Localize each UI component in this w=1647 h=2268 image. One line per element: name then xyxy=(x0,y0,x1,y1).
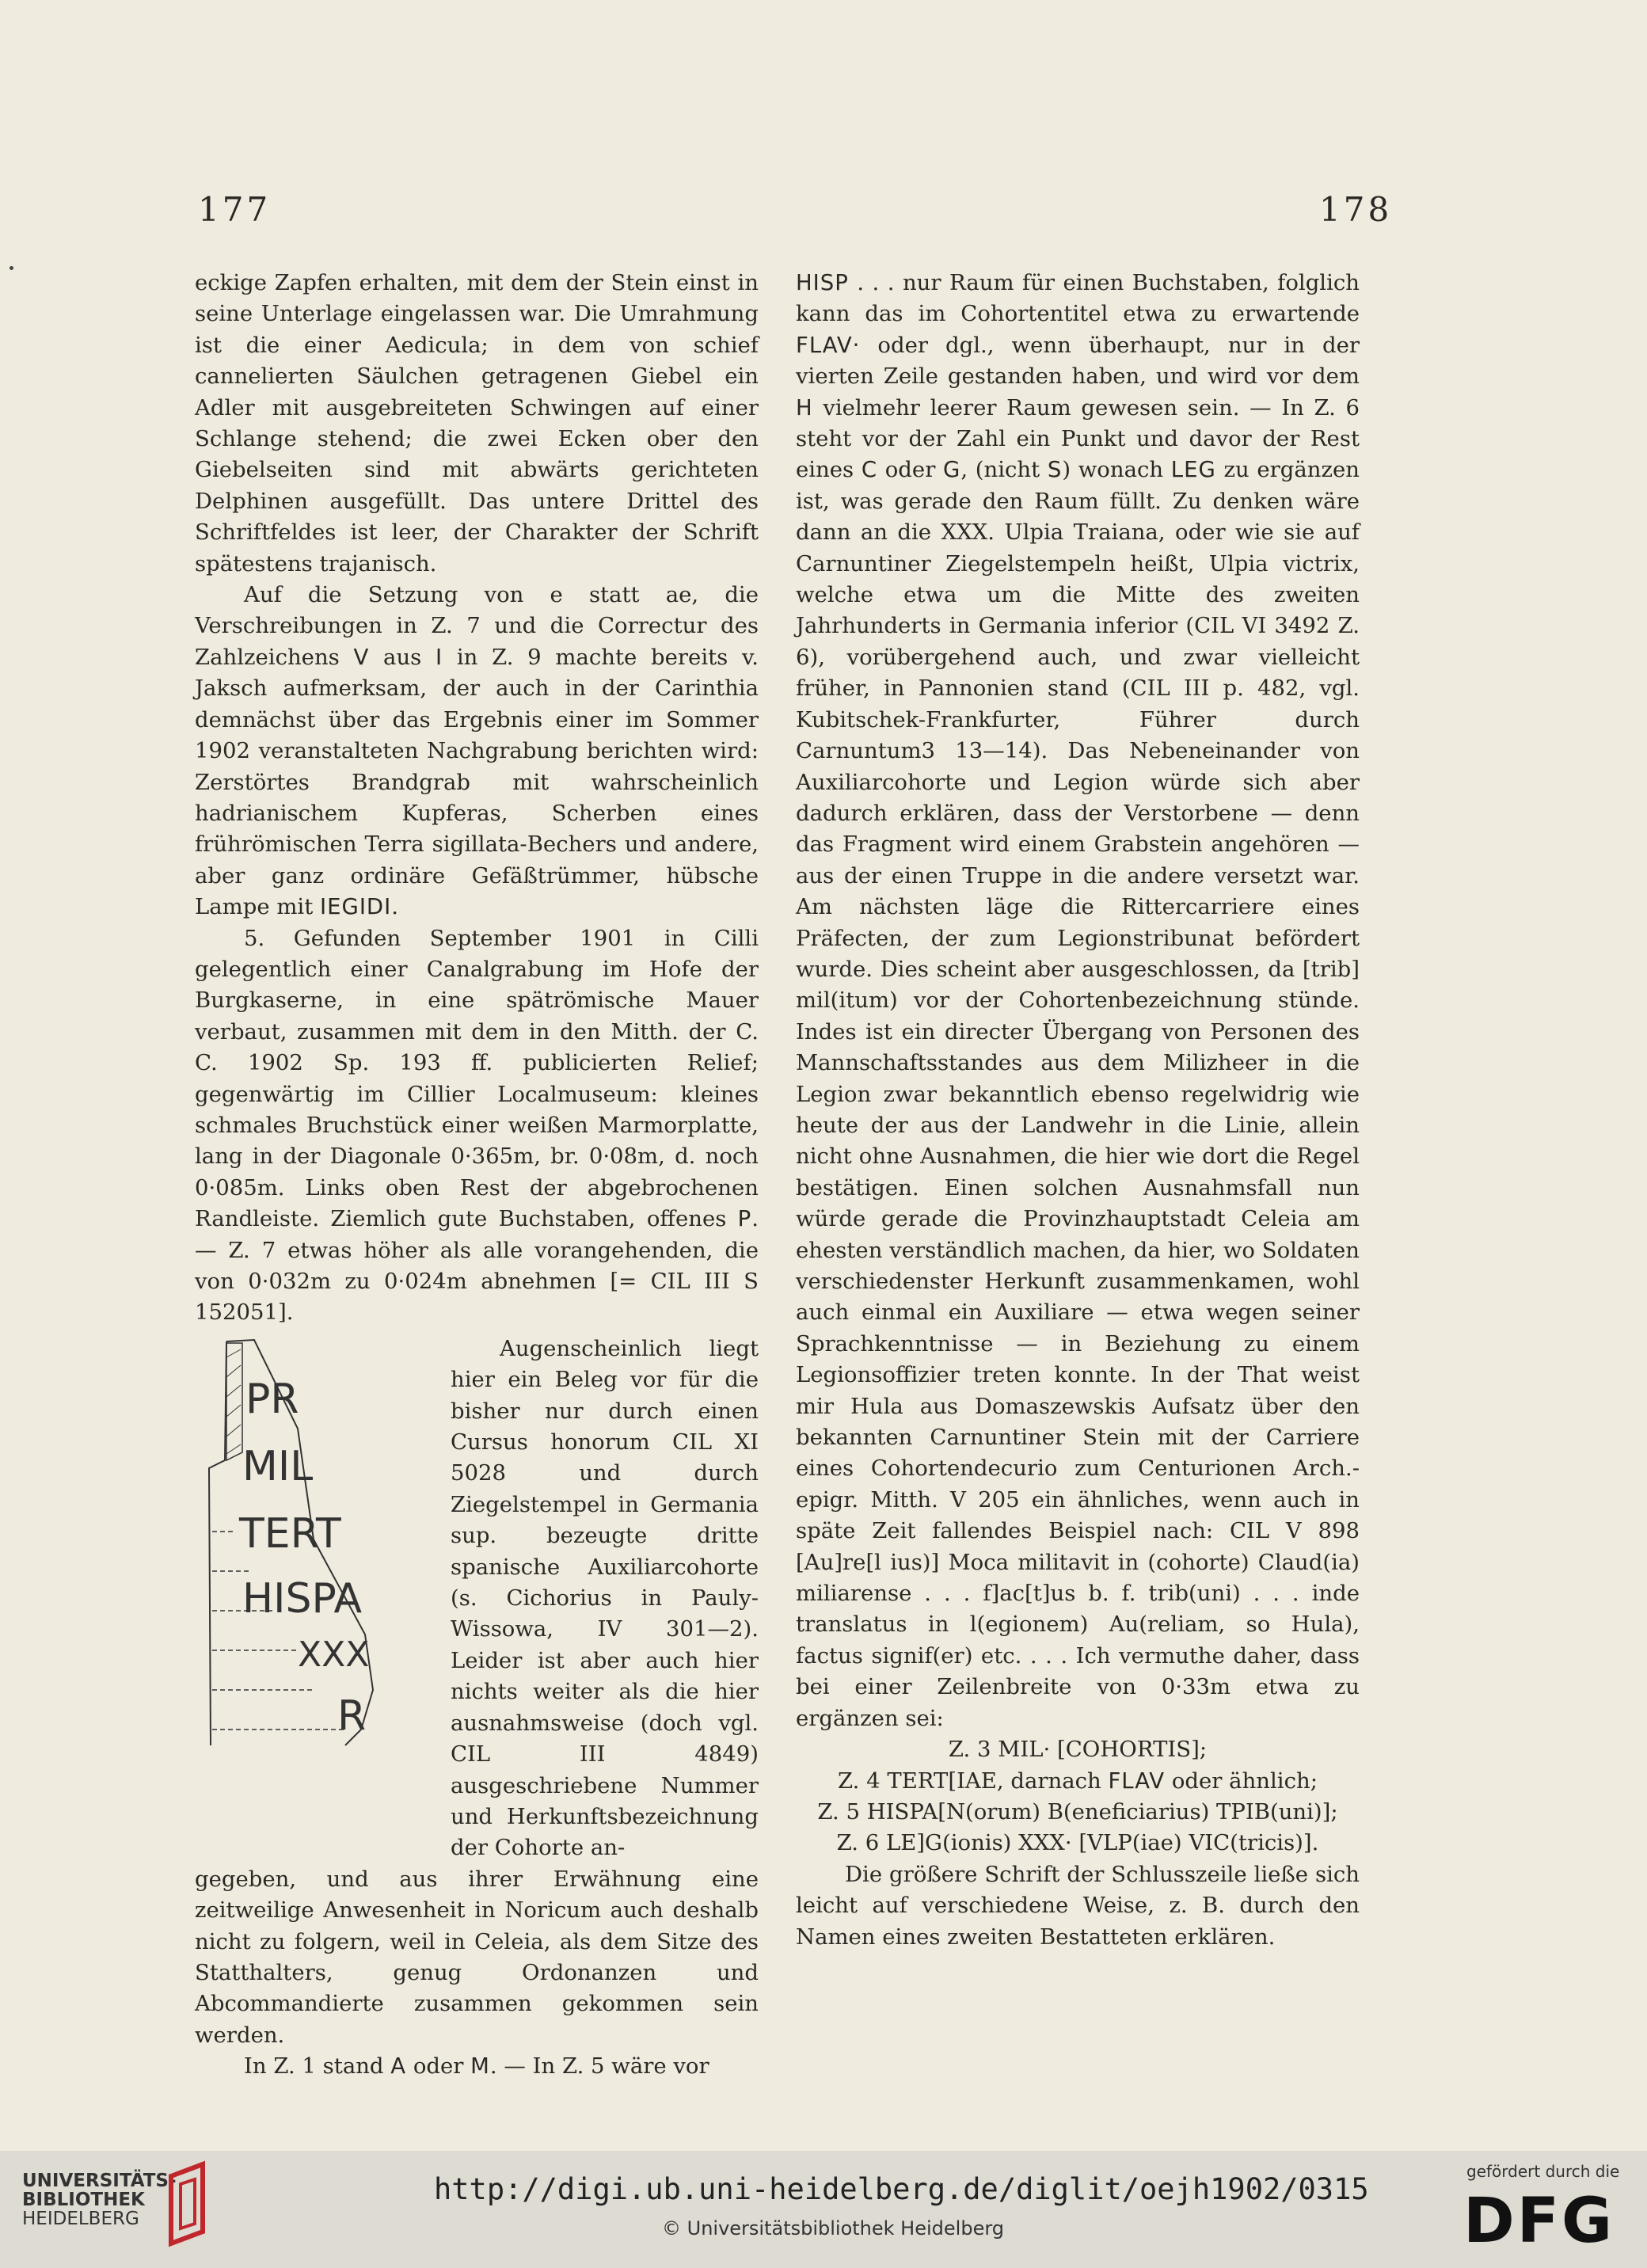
left-paragraph-3: 5. Gefunden September 1901 in Cilli gelegentlich einer Canalgrabung im Hofe der Burgkaserne, in eine spätrömische Mauer verbaut, zusammen mit dem in den Mitth. der C. C. 1902 Sp. 193 ff. publicierten Relief; gegenwärtig im Cillier Localmuseum: kleines schmales Bruchstück einer weißen Marmorplatte, lang in der Diagonale 0·365m, br. 0·08m, d. noch 0·085m. Links oben Rest der abgebrochenen Randleiste. Ziemlich gute Buchstaben, offenes P. — Z. 7 etwas höher als alle vorangehenden, die von 0·032m zu 0·024m abnehmen [= CIL III S 152051]. xyxy=(195,925,759,1326)
footer-bar xyxy=(0,2151,1647,2268)
left-paragraph-2: Auf die Setzung von e statt ae, die Verschreibungen in Z. 7 und die Correctur des Zahlzeichens V aus I in Z. 9 machte bereits v. Jaksch aufmerksam, der auch in der Carinthia demnächst über das Ergebnis einer im Sommer 1902 veranstalteten Nachgrabung berichten wird: Zerstörtes Brandgrab mit wahrscheinlich hadrianischem Kupferas, Scherben eines frührömischen Terra sigillata-Bechers und andere, aber ganz ordinäre Gefäßtrümmer, hübsche Lampe mit IEGIDI. xyxy=(195,582,759,920)
left-column xyxy=(195,268,759,2083)
restoration-line-3: Z. 3 MIL· [COHORTIS]; xyxy=(948,1737,1208,1763)
insc-line-2: MIL xyxy=(242,1442,314,1490)
library-logo-icon xyxy=(155,2160,219,2247)
right-paragraph-1: HISP . . . nur Raum für einen Buchstaben, folglich kann das im Cohortentitel etwa zu erwartende FLAV· oder dgl., wenn überhaupt, nur in der vierten Zeile gestanden haben, und wird vor dem H vielmehr leerer Raum gewesen sein. — In Z. 6 steht vor der Zahl ein Punkt und davor der Rest eines C oder G, (nicht S) wonach LEG zu ergänzen ist, was gerade den Raum füllt. Zu denken wäre dann an die XXX. Ulpia Traiana, oder wie sie auf Carnuntiner Ziegelstempeln heißt, Ulpia victrix, welche etwa um die Mitte des zweiten Jahrhunderts in Germania inferior (CIL VI 3492 Z. 6), vorübergehend auch, und zwar vielleicht früher, in Pannonien stand (CIL III p. 482, vgl. Kubitschek-Frankfurter, Führer durch Carnuntum3 13—14). Das Nebeneinander von Auxiliarcohorte und Legion würde sich aber dadurch erklären, dass der Verstorbene — denn das Fragment wird einem Grabstein angehören — aus der einen Truppe in die andere versetzt war. Am nächsten läge die Rittercarriere eines Präfecten, der zum Legionstribunat befördert wurde. Dies scheint aber ausgeschlossen, da [trib] mil(itum) vor der Cohortenbezeichnung stünde. Indes ist ein directer Übergang von Personen des Mannschaftsstandes aus dem Milizheer in die Legion zwar bekanntlich ebenso regelwidrig wie heute der aus der Landwehr in die Linie, allein nicht ohne Ausnahmen, die hier wie dort die Regel bestätigen. Einen solchen Ausnahmsfall nun würde gerade die Provinzhauptstadt Celeia am ehesten verständlich machen, da hier, wo Soldaten verschiedenster Herkunft zusammenkamen, wohl auch einmal ein Auxiliare — etwa wegen seiner Sprachkenntnisse — in Beziehung zu einem Legionsoffizier treten konnte. In der That weist mir Hula aus Domaszewskis Aufsatz über den bekannten Carnuntiner Stein mit der Carriere eines Cohortendecurio zum Centurionen Arch.-epigr. Mitth. V 205 ein ähnliches, wenn auch in späte Zeit fallendes Beispiel nach: CIL V 898 [Au]re[l ius)] Moca militavit in (cohorte) Claud(ia) miliarense . . . f]ac[t]us b. f. trib(uni) . . . inde translatus in l(egionem) Au(reliam, so Hula), factus signif(er) etc. . . . Ich vermuthe daher, dass bei einer Zeilenbreite von 0·33m etwa zu ergänzen sei: xyxy=(796,270,1360,1731)
left-paragraph-1: eckige Zapfen erhalten, mit dem der Stein einst in seine Unterlage eingelassen war. Die Umrahmung ist die einer Aedicula; in dem von schief cannelierten Säulchen getragenen Giebel ein Adler mit ausgebreiteten Schwingen auf einer Schlange stehend; die zwei Ecken ober den Giebelseiten sind mit abwärts gerichteten Delphinen ausgefüllt. Das untere Drittel des Schriftfeldes ist leer, der Charakter der Schrift spätestens trajanisch. xyxy=(195,270,759,577)
left-paragraph-5: In Z. 1 stand A oder M. — In Z. 5 wäre vor xyxy=(244,2053,709,2080)
insc-line-4: HISPA xyxy=(242,1574,363,1623)
inscription-block xyxy=(195,1334,759,1864)
right-paragraph-last: Die größere Schrift der Schlusszeile ließe sich leicht auf verschiedene Weise, z. B. durch den Namen eines zweiten Bestatteten erklären. xyxy=(796,1861,1360,1950)
right-column xyxy=(796,268,1360,1953)
scan-mark xyxy=(10,266,13,270)
left-paragraph-4: Augenscheinlich liegt hier ein Beleg vor für die bisher nur durch einen Cursus honorum CIL XI 5028 und durch Ziegelstempel in Germania sup. bezeugte dritte spanische Auxiliarcohorte (s. Cichorius in Pauly-Wissowa, IV 301—2). Leider ist aber auch hier nichts weiter als die hier ausnahmsweise (doch vgl. CIL III 4849) ausgeschriebene Nummer und Herkunftsbezeichnung der Cohorte an- xyxy=(451,1335,759,1861)
permalink-url[interactable]: http://digi.ub.uni-heidelberg.de/diglit/oejh1902/0315 xyxy=(434,2172,1369,2206)
insc-line-6: R xyxy=(337,1691,367,1740)
funding-label: gefördert durch die xyxy=(1466,2162,1620,2181)
insc-line-3: TERT xyxy=(239,1509,341,1558)
copyright-notice: © Universitätsbibliothek Heidelberg xyxy=(662,2217,1005,2239)
dfg-logo: DFG xyxy=(1463,2186,1615,2257)
restoration-line-4: Z. 4 TERT[IAE, darnach FLAV oder ähnlich; xyxy=(838,1768,1318,1794)
insc-line-1: PR xyxy=(245,1375,299,1423)
library-name: UNIVERSITÄTS- BIBLIOTHEK HEIDELBERG xyxy=(22,2171,177,2229)
page-number-left: 177 xyxy=(198,190,272,229)
left-paragraph-4-cont: gegeben, und aus ihrer Erwähnung eine zeitweilige Anwesenheit in Noricum auch deshalb nicht zu folgern, weil in Celeia, als dem Sitze des Statthalters, genug Ordonanzen und Abcommandierte zusammen gekommen sein werden. xyxy=(195,1866,759,2048)
page-number-right: 178 xyxy=(1319,190,1393,229)
restoration-line-6: Z. 6 LE]G(ionis) XXX· [VLP(iae) VIC(tricis)]. xyxy=(836,1830,1319,1856)
restoration-line-5: Z. 5 HISPA[N(orum) B(eneficiarius) TPIB(uni)]; xyxy=(817,1798,1338,1825)
inscription-commentary xyxy=(436,1334,759,1864)
inscription-drawing xyxy=(195,1334,436,1761)
insc-line-5: XXX xyxy=(298,1634,370,1675)
